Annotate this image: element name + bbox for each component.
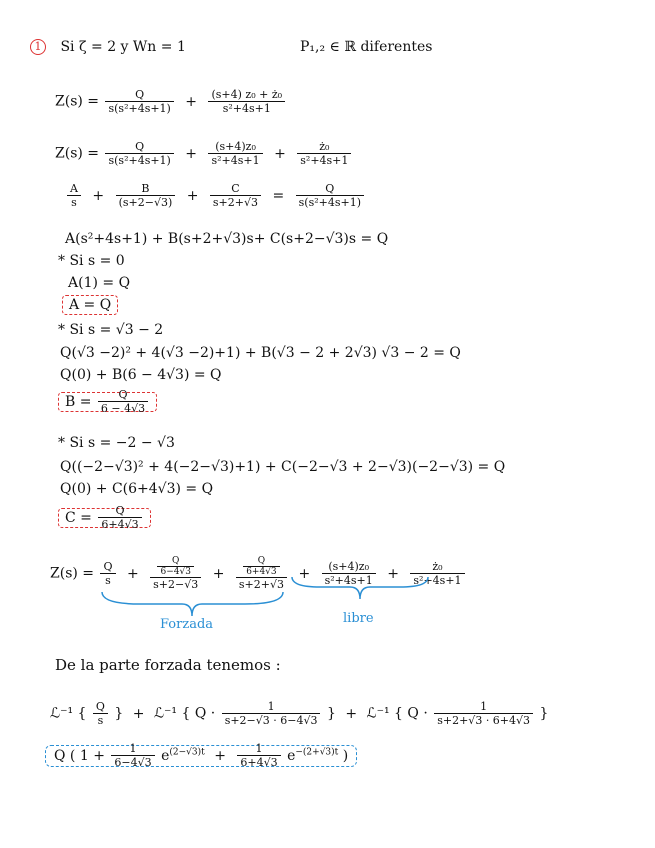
equation-6: ℒ⁻¹ { $\frac{Q}{s}$ } + ℒ⁻¹ { Q · $\frac{1}{s+2-√3 \cdot 6-4√3}$ } + ℒ⁻¹ { Q · $\frac{1}{s+2+√3 \cdot 6+4√3}$ } <box>50 700 549 727</box>
case2-line-2: Q(0) + B(6 − 4√3) = Q <box>60 367 222 383</box>
eq3-frac-rhs: $\frac{Q}{\text{s(s²+4s+1)}}$ <box>296 182 364 209</box>
problem-number: 1 <box>30 39 46 55</box>
case3-result <box>58 504 151 531</box>
forced-part-text: De la parte forzada tenemos : <box>55 656 281 674</box>
case3-condition: * Si s = −2 − √3 <box>58 435 175 451</box>
case1-condition: * Si s = 0 <box>58 253 125 269</box>
case1-result <box>62 296 118 314</box>
header-condition: Si ζ = 2 y Wn = 1 <box>60 39 186 55</box>
eq2-frac-3: $\frac{\text{ż₀}}{\text{s²+4s+1}}$ <box>297 140 351 167</box>
eq1-frac-2: $\frac{\text{(s+4) z₀ + ż₀}}{\text{s²+4s+1}}$ <box>208 88 285 115</box>
eq3-frac-a: $\frac{A}{s}$ <box>67 182 81 209</box>
case2-result <box>58 388 157 415</box>
case3-result-box: C = $\frac{Q}{6+4√3}$ <box>58 508 151 528</box>
eq1-frac-1: $\frac{Q}{\text{s(s²+4s+1)}}$ <box>105 88 173 115</box>
eq5-plus-4: + <box>387 565 399 582</box>
eq5-term-4: $\frac{\text{(s+4)z₀}}{\text{s²+4s+1}}$ <box>322 560 376 587</box>
case2-line-1: Q(√3 −2)² + 4(√3 −2)+1) + B(√3 − 2 + 2√3) √3 − 2 = Q <box>60 345 461 361</box>
header-line <box>30 38 186 56</box>
eq5-plus-2: + <box>212 565 225 582</box>
case1-result-box: A = Q <box>62 295 118 315</box>
eq5-plus-1: + <box>126 565 139 582</box>
eq2-frac-2: $\frac{\text{(s+4)z₀}}{\text{s²+4s+1}}$ <box>208 140 262 167</box>
eq1-plus: + <box>185 93 198 110</box>
case3-line-1: Q((−2−√3)² + 4(−2−√3)+1) + C(−2−√3 + 2−√3)(−2−√3) = Q <box>60 459 506 475</box>
equation-1 <box>55 88 287 115</box>
eq3-equals: = <box>272 187 285 204</box>
eq3-frac-b: $\frac{B}{(s+2-√3)}$ <box>116 182 176 209</box>
case2-result-box: B = $\frac{Q}{6 - 4√3}$ <box>58 392 157 412</box>
equation-4: A(s²+4s+1) + B(s+2+√3)s+ C(s+2−√3)s = Q <box>65 231 389 247</box>
eq3-plus-2: + <box>186 187 199 204</box>
eq2-frac-1: $\frac{Q}{\text{s(s²+4s+1)}}$ <box>105 140 173 167</box>
eq2-plus-2: + <box>274 145 286 162</box>
free-label: libre <box>343 611 374 626</box>
equation-7 <box>45 742 357 769</box>
eq5-term-5: $\frac{\text{ż₀}}{\text{s²+4s+1}}$ <box>410 560 464 587</box>
eq3-frac-c: $\frac{C}{s+2+√3}$ <box>210 182 261 209</box>
equation-3 <box>65 182 366 209</box>
case3-line-2: Q(0) + C(6+4√3) = Q <box>60 481 214 497</box>
case2-condition: * Si s = √3 − 2 <box>58 322 164 338</box>
forced-label: Forzada <box>160 617 214 632</box>
eq5-term-3: $\frac{\frac{Q}{6+4√3}}{s+2+√3}$ <box>236 556 287 591</box>
final-result-box: Q ( 1 + $\frac{1}{6-4√3}$ $e^{(2-√3)t}$ + $\frac{1}{6+4√3}$ $e^{-(2+√3)t}$ ) <box>45 745 357 767</box>
eq3-plus-1: + <box>92 187 105 204</box>
eq5-term-2: $\frac{\frac{Q}{6-4√3}}{s+2-√3}$ <box>150 556 201 591</box>
eq2-lhs: Z(s) = <box>55 145 100 162</box>
case1-line: A(1) = Q <box>68 275 131 291</box>
eq5-term-1: $\frac{Q}{s}$ <box>100 560 115 587</box>
free-brace <box>290 575 430 603</box>
eq2-plus-1: + <box>185 145 198 162</box>
eq5-lhs: Z(s) = <box>50 565 95 582</box>
equation-2 <box>55 140 353 167</box>
eq5-plus-3: + <box>298 565 311 582</box>
header-note: P₁,₂ ∈ ℝ diferentes <box>300 39 433 55</box>
eq1-lhs: Z(s) = <box>55 93 100 110</box>
